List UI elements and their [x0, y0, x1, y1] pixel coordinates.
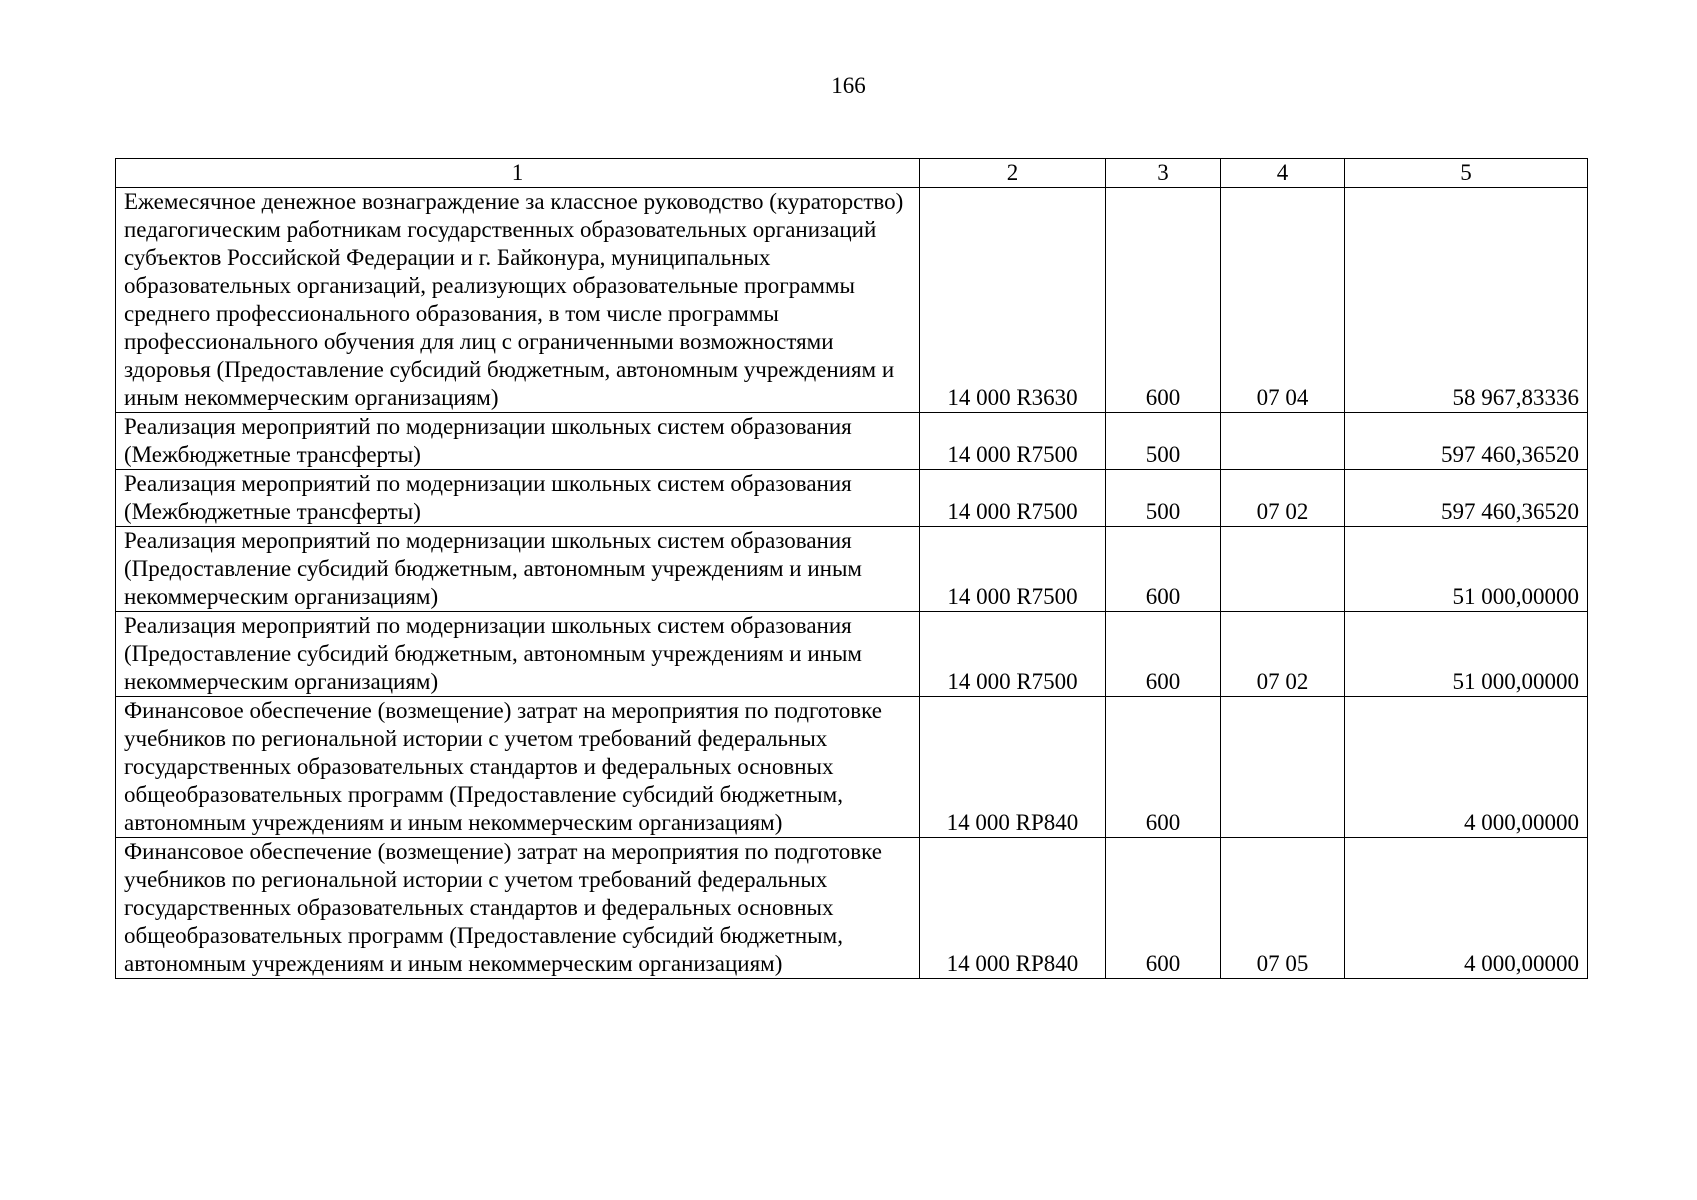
table-row: [116, 838, 1588, 979]
row-expense-type: 600: [1106, 697, 1221, 838]
budget-table: [115, 158, 1588, 979]
table-row: [116, 527, 1588, 612]
row-expense-type: 600: [1106, 527, 1221, 612]
header-col-1: 1: [116, 159, 920, 188]
row-target-code: 14 000 R7500: [920, 527, 1106, 612]
table-row: [116, 470, 1588, 527]
row-section: 07 02: [1221, 470, 1345, 527]
row-expense-type: 600: [1106, 188, 1221, 413]
row-target-code: 14 000 R7500: [920, 470, 1106, 527]
row-expense-type: 500: [1106, 413, 1221, 470]
table-row: [116, 612, 1588, 697]
header-col-2: 2: [920, 159, 1106, 188]
row-section: 07 02: [1221, 612, 1345, 697]
row-section: [1221, 527, 1345, 612]
table-row: [116, 413, 1588, 470]
header-col-5: 5: [1345, 159, 1588, 188]
row-name: Финансовое обеспечение (возмещение) затрат на мероприятия по подготовке учебников по региональной истории с учетом требований федеральных государственных образовательных стандартов и федеральных основных общеобразовательных программ (Предоставление субсидий бюджетным, автономным учреждениям и иным некоммерческим организациям): [116, 697, 920, 838]
row-name: Ежемесячное денежное вознаграждение за классное руководство (кураторство) педагогическим работникам государственных образовательных организаций субъектов Российской Федерации и г. Байконура, муниципальных образовательных организаций, реализующих образовательные программы среднего профессионального образования, в том числе программы профессионального обучения для лиц с ограниченными возможностями здоровья (Предоставление субсидий бюджетным, автономным учреждениям и иным некоммерческим организациям): [116, 188, 920, 413]
row-amount: 597 460,36520: [1345, 413, 1588, 470]
row-name: Реализация мероприятий по модернизации школьных систем образования (Предоставление субсидий бюджетным, автономным учреждениям и иным некоммерческим организациям): [116, 527, 920, 612]
table-row: [116, 188, 1588, 413]
row-section: 07 05: [1221, 838, 1345, 979]
row-target-code: 14 000 R3630: [920, 188, 1106, 413]
row-amount: 58 967,83336: [1345, 188, 1588, 413]
row-amount: 51 000,00000: [1345, 527, 1588, 612]
header-col-3: 3: [1106, 159, 1221, 188]
row-section: [1221, 697, 1345, 838]
row-section: [1221, 413, 1345, 470]
row-target-code: 14 000 RP840: [920, 697, 1106, 838]
row-target-code: 14 000 RP840: [920, 838, 1106, 979]
row-section: 07 04: [1221, 188, 1345, 413]
row-expense-type: 600: [1106, 838, 1221, 979]
table-header-row: [116, 159, 1588, 188]
row-name: Реализация мероприятий по модернизации школьных систем образования (Предоставление субсидий бюджетным, автономным учреждениям и иным некоммерческим организациям): [116, 612, 920, 697]
row-amount: 4 000,00000: [1345, 838, 1588, 979]
table-row: [116, 697, 1588, 838]
header-col-4: 4: [1221, 159, 1345, 188]
row-name: Финансовое обеспечение (возмещение) затрат на мероприятия по подготовке учебников по региональной истории с учетом требований федеральных государственных образовательных стандартов и федеральных основных общеобразовательных программ (Предоставление субсидий бюджетным, автономным учреждениям и иным некоммерческим организациям): [116, 838, 920, 979]
row-expense-type: 500: [1106, 470, 1221, 527]
page-number: 166: [831, 73, 866, 98]
row-amount: 4 000,00000: [1345, 697, 1588, 838]
row-amount: 51 000,00000: [1345, 612, 1588, 697]
row-amount: 597 460,36520: [1345, 470, 1588, 527]
row-name: Реализация мероприятий по модернизации школьных систем образования (Межбюджетные трансферты): [116, 470, 920, 527]
row-name: Реализация мероприятий по модернизации школьных систем образования (Межбюджетные трансферты): [116, 413, 920, 470]
row-target-code: 14 000 R7500: [920, 612, 1106, 697]
row-target-code: 14 000 R7500: [920, 413, 1106, 470]
row-expense-type: 600: [1106, 612, 1221, 697]
